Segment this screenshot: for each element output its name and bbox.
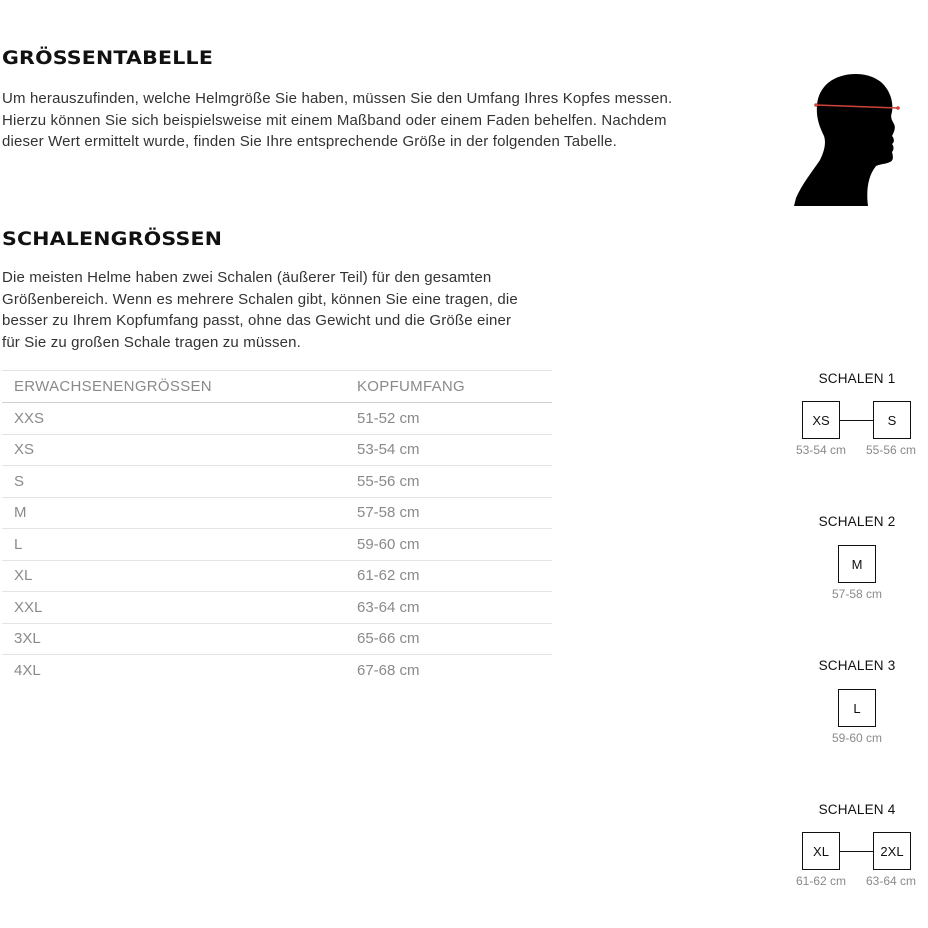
intro-line: dieser Wert ermittelt wurde, finden Sie Ihre entsprechende Größe in der folgenden Tabelle. <box>2 133 617 150</box>
size-cell: 3XL <box>2 623 345 655</box>
circumference-cell: 55-56 cm <box>345 466 552 498</box>
head-silhouette-shape <box>794 74 895 206</box>
column-header-adult-sizes: ERWACHSENENGRÖSSEN <box>2 371 345 403</box>
shells-line: Die meisten Helme haben zwei Schalen (äußerer Teil) für den gesamten <box>2 269 492 286</box>
shell-1-range: 55-56 cm <box>865 443 917 457</box>
shell-1-range: 53-54 cm <box>795 443 847 457</box>
size-cell: XL <box>2 560 345 592</box>
intro-line: Um herauszufinden, welche Helmgröße Sie haben, müssen Sie den Umfang Ihres Kopfes messen. <box>2 90 673 107</box>
size-cell: M <box>2 497 345 529</box>
shell-1-connector <box>840 420 873 421</box>
shells-line: für Sie zu großen Schale tragen zu müssen. <box>2 333 301 351</box>
intro-paragraph <box>2 88 722 153</box>
circumference-cell: 65-66 cm <box>345 623 552 655</box>
column-header-head-circumference: KOPFUMFANG <box>345 371 552 403</box>
shell-4-connector <box>840 851 873 852</box>
table-row <box>2 560 552 592</box>
shell-2-title: SCHALEN 2 <box>818 514 896 529</box>
size-cell: XXS <box>2 403 345 435</box>
table-row <box>2 403 552 435</box>
shell-4-range: 63-64 cm <box>865 874 917 888</box>
shell-3-title: SCHALEN 3 <box>818 658 896 673</box>
table-row <box>2 529 552 561</box>
shells-line: Größenbereich. Wenn es mehrere Schalen gibt, können Sie eine tragen, die <box>2 290 518 308</box>
circumference-cell: 51-52 cm <box>345 403 552 435</box>
shell-4-title: SCHALEN 4 <box>818 802 896 817</box>
shells-paragraph <box>2 267 562 353</box>
intro-line: Hierzu können Sie sich beispielsweise mit einem Maßband oder einem Faden behelfen. Nachdem <box>2 111 667 129</box>
shell-2-size-box: M <box>838 545 876 583</box>
shell-sizes-heading: SCHALENGRÖSSEN <box>2 228 223 250</box>
shell-4-size-box: XL <box>802 832 840 870</box>
size-cell: XS <box>2 434 345 466</box>
size-table-heading: GRÖSSENTABELLE <box>2 47 214 69</box>
table-row <box>2 466 552 498</box>
shell-1-size-box: XS <box>802 401 840 439</box>
measure-dot-left <box>814 103 818 107</box>
table-row <box>2 592 552 624</box>
shell-3-size-box: L <box>838 689 876 727</box>
size-table <box>2 370 552 686</box>
shell-4-size-box: 2XL <box>873 832 911 870</box>
shell-1-size-box: S <box>873 401 911 439</box>
shell-4-range: 61-62 cm <box>795 874 847 888</box>
size-cell: S <box>2 466 345 498</box>
table-row <box>2 434 552 466</box>
shell-3-range: 59-60 cm <box>831 731 883 745</box>
circumference-cell: 57-58 cm <box>345 497 552 529</box>
size-cell: L <box>2 529 345 561</box>
size-cell: XXL <box>2 592 345 624</box>
size-cell: 4XL <box>2 655 345 686</box>
shell-1-title: SCHALEN 1 <box>818 371 896 386</box>
table-row <box>2 497 552 529</box>
circumference-cell: 59-60 cm <box>345 529 552 561</box>
measure-dot-right <box>896 106 900 110</box>
table-row <box>2 655 552 686</box>
circumference-cell: 67-68 cm <box>345 655 552 686</box>
circumference-cell: 61-62 cm <box>345 560 552 592</box>
head-silhouette-icon <box>790 72 910 212</box>
shells-line: besser zu Ihrem Kopfumfang passt, ohne das Gewicht und die Größe einer <box>2 312 512 329</box>
table-row <box>2 623 552 655</box>
shell-2-range: 57-58 cm <box>831 587 883 601</box>
circumference-cell: 63-64 cm <box>345 592 552 624</box>
circumference-cell: 53-54 cm <box>345 434 552 466</box>
table-header-row <box>2 371 552 403</box>
